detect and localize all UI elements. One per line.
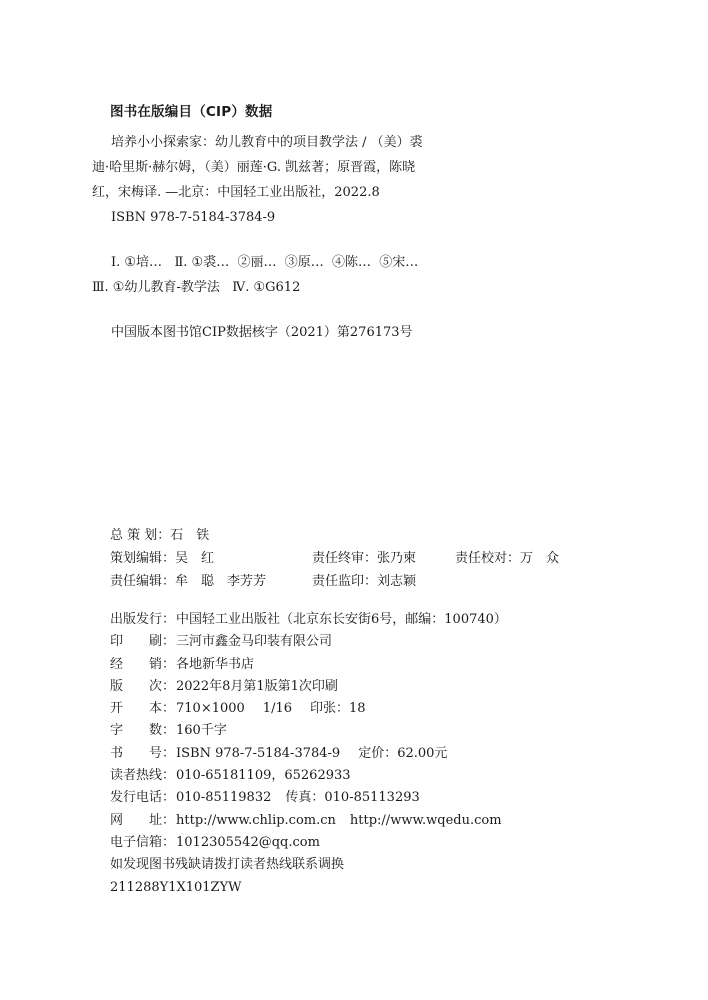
price-label: 定价： [358, 745, 398, 761]
cip-description [92, 130, 512, 230]
reader-hotline-value: 010-65181109，65262933 [176, 768, 351, 784]
publisher-label: 出版发行： [110, 612, 176, 627]
edition-row [110, 676, 507, 698]
credit-entry [110, 547, 214, 570]
defect-notice: 如发现图书残缺请拨打读者热线联系调换 [110, 857, 345, 873]
credit-label: 总 策 划： [110, 528, 171, 543]
credit-label: 责任校对： [455, 551, 521, 566]
website-link: http://www.wqedu.com [349, 812, 502, 828]
email-value: 1012305542@qq.com [176, 834, 320, 850]
email-row [110, 832, 507, 854]
sheets-label: 印张： [310, 701, 350, 717]
distributor-row [110, 654, 507, 676]
word-count-value: 160千字 [176, 723, 227, 739]
book-number-row [110, 743, 507, 765]
cip-heading: 图书在版编目（CIP）数据 [110, 104, 273, 120]
edition-value: 2022年8月第1版第1次印刷 [176, 678, 338, 694]
credit-value: 石 铁 [170, 528, 210, 543]
fax-label: 传真： [285, 790, 325, 806]
cip-block [92, 130, 512, 345]
cip-classification-line: Ⅲ. ①幼儿教育-教学法 Ⅳ. ①G612 [92, 280, 301, 295]
printer-row [110, 631, 507, 653]
printer-label: 印 刷： [110, 634, 176, 650]
credit-label: 责任编辑： [110, 574, 176, 589]
price-value: 62.00元 [397, 745, 448, 761]
cip-classification-line: Ⅰ. ①培… Ⅱ. ①裘… ②丽… ③原… ④陈… ⑤宋… [111, 255, 419, 270]
cip-isbn: ISBN 978-7-5184-3784-9 [111, 210, 276, 225]
cip-classification [92, 250, 512, 300]
credit-label: 责任监印： [312, 574, 378, 589]
credit-label: 策划编辑： [110, 551, 176, 566]
edition-label: 版 次： [110, 678, 176, 694]
publisher-value: 中国轻工业出版社（北京东长安街6号，邮编：100740） [176, 612, 507, 627]
printer-value: 三河市鑫金马印装有限公司 [176, 634, 333, 650]
credit-entry [312, 570, 416, 593]
credit-value: 刘志颖 [377, 574, 417, 589]
sales-phone-row [110, 787, 507, 809]
credit-entry [455, 547, 559, 570]
sales-phone-value: 010-85119832 [176, 790, 272, 806]
format-row [110, 698, 507, 720]
reader-hotline-label: 读者热线： [110, 768, 176, 784]
credit-entry [110, 570, 266, 593]
website-link: http://www.chlip.com.cn [176, 812, 336, 828]
credit-value: 万 众 [520, 551, 560, 566]
book-number-value: ISBN 978-7-5184-3784-9 [176, 745, 341, 761]
cip-record-number: 中国版本图书馆CIP数据核字（2021）第276173号 [111, 325, 413, 340]
cip-description-line: 迪·哈里斯·赫尔姆，（美）丽莲·G. 凯兹著；原晋霞，陈晓 [92, 160, 416, 175]
website-label: 网 址： [110, 812, 176, 828]
sheets-value: 18 [349, 701, 366, 717]
format-fold: 1/16 [262, 701, 292, 717]
format-label: 开 本： [110, 701, 176, 717]
reader-hotline-row [110, 765, 507, 787]
sales-phone-label: 发行电话： [110, 790, 176, 806]
print-code: 211288Y1X101ZYW [110, 879, 242, 895]
format-size: 710×1000 [176, 701, 245, 717]
word-count-row [110, 720, 507, 742]
word-count-label: 字 数： [110, 723, 176, 739]
cip-description-line: 培养小小探索家：幼儿教育中的项目教学法 / （美）裘 [111, 135, 423, 150]
credit-value: 吴 红 [175, 551, 215, 566]
credit-value: 张乃柬 [377, 551, 417, 566]
publication-info [110, 609, 507, 899]
cip-description-line: 红，宋梅译. —北京：中国轻工业出版社，2022.8 [92, 185, 380, 200]
book-number-label: 书 号： [110, 745, 176, 761]
publisher-row [110, 609, 507, 631]
credit-entry [312, 547, 416, 570]
email-label: 电子信箱： [110, 834, 176, 850]
distributor-value: 各地新华书店 [176, 656, 255, 672]
distributor-label: 经 销： [110, 656, 176, 672]
fax-value: 010-85113293 [324, 790, 420, 806]
credit-label: 责任终审： [312, 551, 378, 566]
credit-entry [110, 524, 209, 547]
website-row [110, 810, 507, 832]
credit-value: 牟 聪 李芳芳 [175, 574, 267, 589]
